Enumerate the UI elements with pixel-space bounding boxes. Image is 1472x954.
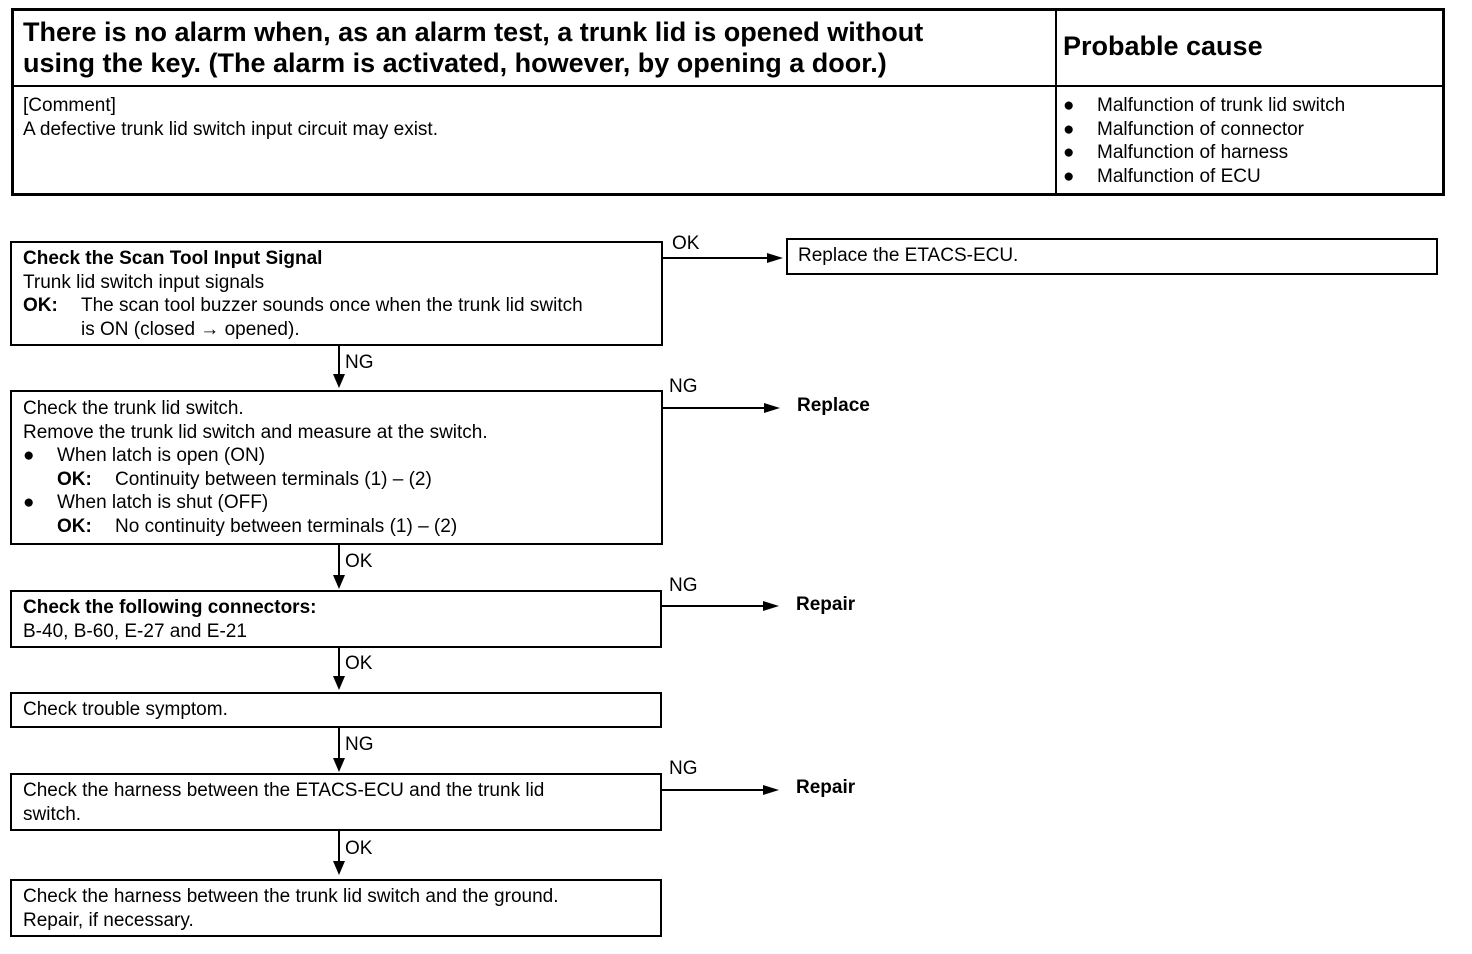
header-table [11, 8, 1445, 196]
step-trouble-symptom: Check trouble symptom. [10, 692, 662, 728]
result-repair: Repair [796, 777, 856, 798]
bullet-icon: ● [23, 492, 35, 513]
bullet-icon: ● [23, 445, 35, 466]
bullet-icon: ● [1063, 118, 1075, 140]
arrow-right-icon [763, 601, 779, 611]
connector-ng-to-repair [662, 605, 767, 607]
bullet-icon: ● [1063, 165, 1075, 187]
title-line-2: using the key. (The alarm is activated, however, by opening a door.) [23, 48, 887, 78]
step-scan-tool [10, 241, 663, 346]
step-scan-ok-cont: is ON (closed → opened). [81, 318, 300, 340]
connector-down [338, 728, 340, 760]
connector-ng-to-replace [663, 407, 768, 409]
arrow-down-icon [333, 758, 345, 772]
probable-cause-heading: Probable cause [1063, 31, 1263, 61]
step-harness-ecu-switch: Check the harness between the ETACS-ECU and the trunk lid switch. [10, 773, 662, 831]
probable-cause-list [1063, 94, 1345, 188]
connector-down [338, 545, 340, 577]
arrow-right-icon [763, 785, 779, 795]
cause-item: ● Malfunction of harness [1063, 142, 1289, 163]
arrow-down-icon [333, 374, 345, 388]
connector-down [338, 831, 340, 863]
comment-block [23, 94, 438, 141]
arrow-right-icon [767, 253, 783, 263]
bullet-icon: ● [1063, 142, 1075, 163]
result-repair: Repair [796, 594, 856, 615]
arrow-down-icon [333, 676, 345, 690]
step-harness-switch-ground: Check the harness between the trunk lid switch and the ground. Repair, if necessary. [10, 879, 662, 937]
connector-ng-to-repair [662, 789, 767, 791]
branch-ok-label: OK [345, 653, 373, 674]
branch-ok-label: OK [672, 233, 700, 254]
step-scan-ok: OK: The scan tool buzzer sounds once when the trunk lid switch [23, 295, 583, 316]
header-horizontal-divider [14, 85, 1442, 87]
header-vertical-divider [1055, 11, 1057, 193]
branch-ng-label: NG [669, 376, 698, 397]
branch-ng-label: NG [345, 352, 374, 373]
comment-text: A defective trunk lid switch input circuit may exist. [23, 118, 438, 140]
branch-ng-label: NG [669, 575, 698, 596]
branch-ok-label: OK [345, 551, 373, 572]
step-scan-title: Check the Scan Tool Input Signal [23, 248, 323, 269]
step-trunk-lid-switch: Check the trunk lid switch. Remove the trunk lid switch and measure at the switch. ● When latch is open (ON) OK: Continuity between terminals (1) – (2) ● When latch is shut (OFF) OK: No continuity between terminals (1) – (2) [10, 390, 663, 545]
trouble-symptom-title [23, 17, 923, 79]
cause-item: ● Malfunction of ECU [1063, 165, 1261, 187]
step-connectors: Check the following connectors: B-40, B-60, E-27 and E-21 [10, 590, 662, 648]
branch-ng-label: NG [669, 758, 698, 779]
comment-label: [Comment] [23, 95, 116, 116]
arrow-down-icon [333, 861, 345, 875]
arrow-right-icon [764, 403, 780, 413]
cause-item: ● Malfunction of connector [1063, 118, 1305, 140]
bullet-icon: ● [1063, 95, 1075, 116]
result-replace-ecu: Replace the ETACS-ECU. [786, 238, 1438, 275]
cause-item: ● Malfunction of trunk lid switch [1063, 95, 1346, 116]
title-line-1: There is no alarm when, as an alarm test, a trunk lid is opened without [23, 17, 924, 47]
result-replace: Replace [797, 395, 870, 416]
connector-ok-to-replace-ecu [663, 257, 771, 259]
branch-ok-label: OK [345, 838, 373, 859]
connector-down [338, 346, 340, 376]
step-scan-line: Trunk lid switch input signals [23, 271, 265, 293]
connector-down [338, 648, 340, 678]
branch-ng-label: NG [345, 734, 374, 755]
arrow-down-icon [333, 575, 345, 589]
